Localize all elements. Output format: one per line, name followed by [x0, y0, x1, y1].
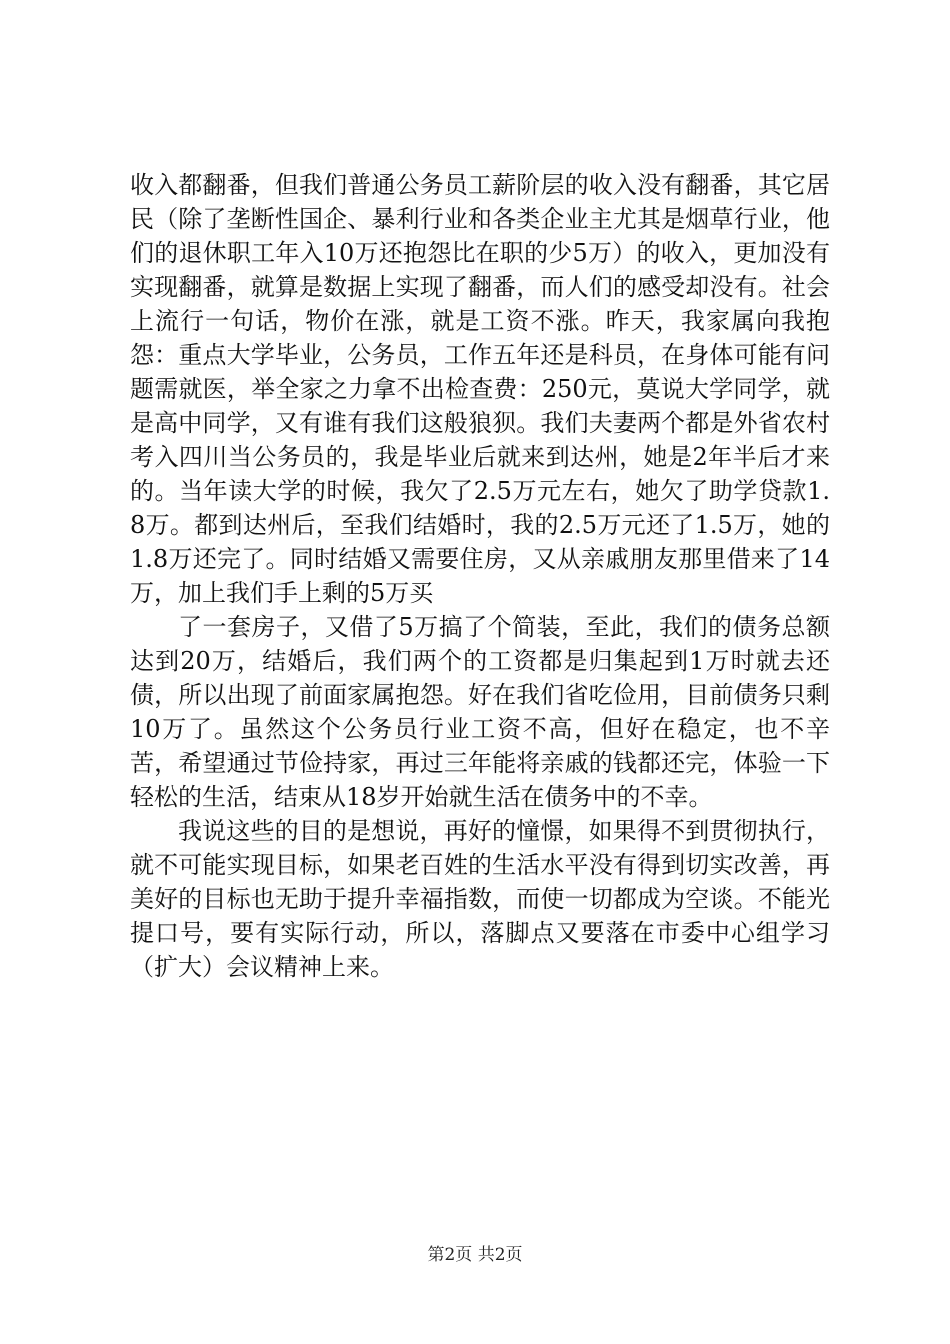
paragraph-1: 收入都翻番，但我们普通公务员工薪阶层的收入没有翻番，其它居民（除了垄断性国企、暴利行业和各类企业主尤其是烟草行业，他们的退休职工年入10万还抱怨比在职的少5万）的收入，更加没有实现翻番，就算是数据上实现了翻番，而人们的感受却没有。社会上流行一句话，物价在涨，就是工资不涨。昨天，我家属向我抱怨：重点大学毕业，公务员，工作五年还是科员，在身体可能有问题需就医，举全家之力拿不出检查费：250元，莫说大学同学，就是高中同学，又有谁有我们这般狼狈。我们夫妻两个都是外省农村考入四川当公务员的，我是毕业后就来到达州，她是2年半后才来的。当年读大学的时候，我欠了2.5万元左右，她欠了助学贷款1.8万。都到达州后，至我们结婚时，我的2.5万元还了1.5万，她的1.8万还完了。同时结婚又需要住房，又从亲戚朋友那里借来了14万，加上我们手上剩的5万买: [130, 171, 830, 607]
page-number-footer: 第2页 共2页: [427, 1245, 523, 1265]
paragraph-3: 我说这些的目的是想说，再好的憧憬，如果得不到贯彻执行，就不可能实现目标，如果老百姓的生活水平没有得到切实改善，再美好的目标也无助于提升幸福指数，而使一切都成为空谈。不能光提口号，要有实际行动，所以，落脚点又要落在市委中心组学习（扩大）会议精神上来。: [130, 817, 830, 981]
document-body: [130, 168, 830, 984]
paragraph-2: 了一套房子，又借了5万搞了个简装，至此，我们的债务总额达到20万，结婚后，我们两个的工资都是归集起到1万时就去还债，所以出现了前面家属抱怨。好在我们省吃俭用，目前债务只剩10万了。虽然这个公务员行业工资不高，但好在稳定，也不辛苦，希望通过节俭持家，再过三年能将亲戚的钱都还完，体验一下轻松的生活，结束从18岁开始就生活在债务中的不幸。: [130, 613, 830, 811]
